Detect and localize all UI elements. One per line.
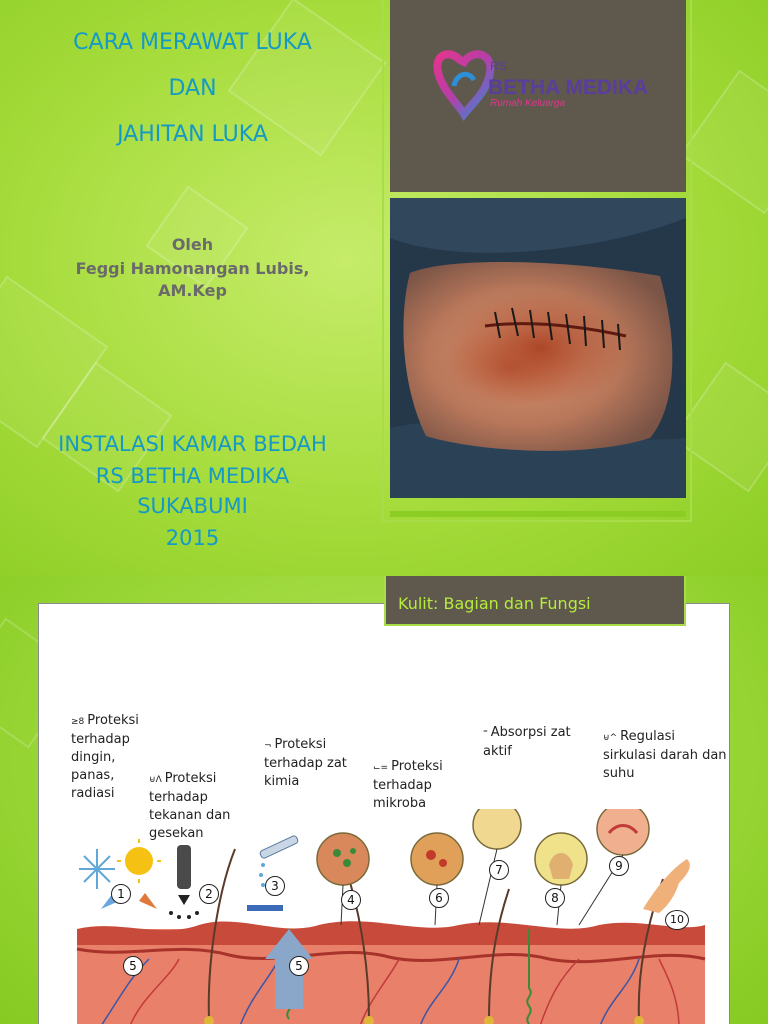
function-label-5: ⁼ Absorpsi zat aktif: [483, 725, 571, 759]
logo-prefix: RS: [490, 59, 507, 73]
diagram-number-10: 10: [665, 910, 689, 930]
author-label: Oleh: [171, 235, 214, 254]
title-line-1: CARA MERAWAT LUKA: [73, 30, 312, 55]
frame-line: [690, 0, 692, 522]
diagram-number-2: 2: [199, 884, 219, 904]
background-shape: [672, 362, 768, 493]
snowflake-icon: [79, 849, 115, 889]
pressure-tool-icon: [177, 845, 191, 889]
slide-header: [384, 576, 686, 626]
logo-tagline: Rumah Keluarga: [490, 98, 566, 109]
absorption-magnified-icon: [473, 809, 521, 849]
sutured-wound-photo: [390, 198, 686, 498]
function-glyph: ¬: [264, 741, 272, 751]
author-name-line1: Feggi Hamonangan Lubis,: [75, 259, 310, 278]
logo-panel: [390, 0, 686, 192]
epidermis-layer: [77, 921, 705, 945]
institution-line-4: 2015: [165, 526, 220, 550]
microbe-magnified-icon: [411, 833, 463, 885]
function-glyph: ⊌Λ: [149, 775, 162, 785]
title-line-3: JAHITAN LUKA: [117, 122, 268, 147]
diagram-number-1: 1: [111, 884, 131, 904]
diagram-number-5a: 5: [123, 956, 143, 976]
diagram-number-9: 9: [609, 856, 629, 876]
title-line-2: DAN: [168, 76, 217, 101]
wound-photo-illustration: [390, 198, 686, 498]
skin-functions-slide: [0, 576, 768, 1024]
function-label-2: ⊌Λ Proteksi terhadap tekanan dan gesekan: [149, 771, 231, 841]
diagram-number-4: 4: [341, 890, 361, 910]
function-label-6: ⊌^ Regulasi sirkulasi darah dan suhu: [603, 729, 727, 781]
arrow-icon: [139, 893, 157, 909]
institution-line-1: INSTALASI KAMAR BEDAH: [58, 432, 327, 456]
diagram-number-8: 8: [545, 888, 565, 908]
function-glyph: ⊌^: [603, 733, 618, 743]
accent-bar: [390, 511, 686, 517]
circulation-magnified-icon: [597, 809, 649, 855]
heart-logo-icon: [437, 54, 490, 114]
institution-line-3: SUKABUMI: [137, 494, 248, 518]
microbe-magnified-icon: [317, 833, 369, 885]
diagram-number-5b: 5: [289, 956, 309, 976]
hospital-logo: [390, 0, 686, 192]
function-label-1: ≥8 Proteksi terhadap dingin, panas, radiasi: [71, 713, 139, 801]
diagram-number-3: 3: [265, 876, 285, 896]
frame-line: [382, 520, 692, 522]
function-label-3: ¬ Proteksi terhadap zat kimia: [264, 737, 347, 789]
background-shape: [680, 70, 768, 215]
logo-name: BETHA MEDIKA: [488, 76, 649, 99]
institution-line-2: RS BETHA MEDIKA: [95, 464, 290, 488]
function-glyph: ⁼: [483, 729, 488, 739]
author-name-line2: AM.Kep: [158, 281, 227, 300]
slide-title: Kulit: Bagian dan Fungsi: [398, 594, 591, 613]
diagram-number-7: 7: [489, 860, 509, 880]
skin-cross-section-diagram: [39, 809, 729, 1024]
function-glyph: ≥8: [71, 717, 85, 727]
pointing-finger-icon: [643, 859, 690, 913]
function-label-4: ⌙= Proteksi terhadap mikroba: [373, 759, 443, 811]
sun-icon: [125, 847, 153, 875]
diagram-number-6: 6: [429, 888, 449, 908]
frame-line: [382, 0, 384, 522]
function-glyph: ⌙=: [373, 763, 389, 773]
skin-diagram-panel: [38, 603, 730, 1024]
test-tube-icon: [259, 835, 299, 859]
